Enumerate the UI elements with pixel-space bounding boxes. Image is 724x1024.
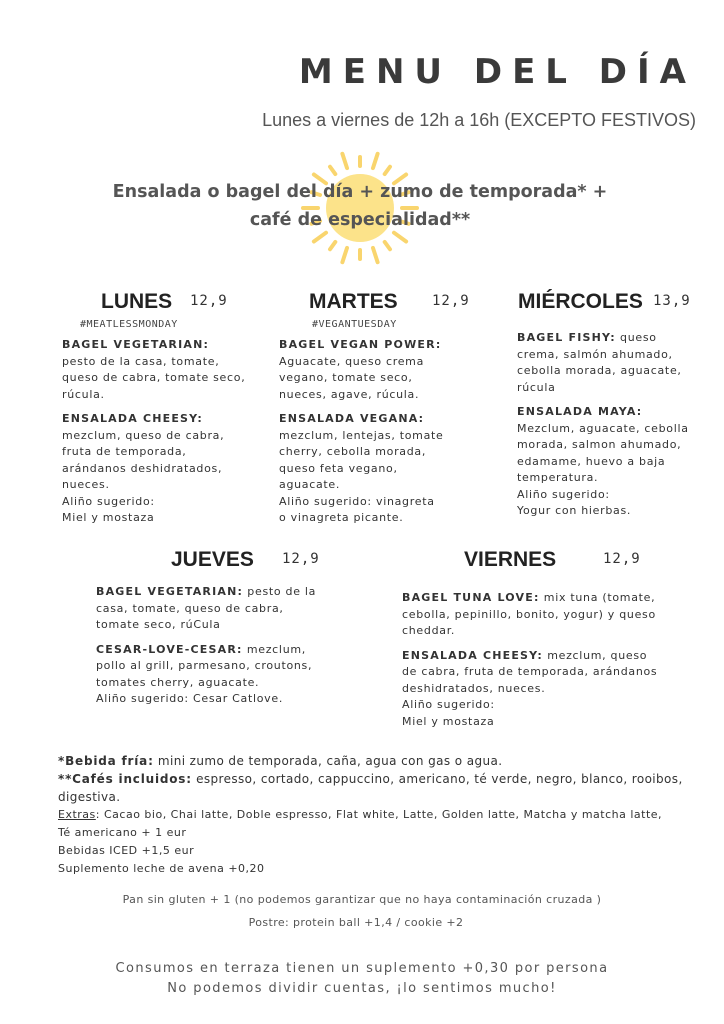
sun-ray (394, 233, 406, 242)
lunes-bagel-title: BAGEL VEGETARIAN: (62, 338, 210, 351)
sun-ray (314, 233, 326, 242)
lunes-dressing-label: Aliño sugerido: (62, 494, 155, 508)
extra-tea: Té americano + 1 eur (58, 826, 187, 839)
day-lunes-tag: #MEATLESSMONDAY (80, 319, 178, 330)
martes-bagel-desc: Aguacate, queso crema vegano, tomate seco, nueces, agave, rúcula. (279, 354, 425, 401)
day-jueves-price: 12,9 (282, 551, 320, 567)
sun-ray (342, 248, 347, 262)
day-viernes-menu (402, 590, 664, 738)
miercoles-salad-title: ENSALADA MAYA: (517, 405, 643, 418)
sun-ray (385, 242, 390, 249)
bottom-notes (0, 959, 724, 999)
miercoles-bagel-desc: queso crema, salmón ahumado, cebolla morada, aguacate, rúcula (517, 331, 682, 394)
page-title: MENU DEL DÍA (298, 52, 696, 92)
sun-ray (342, 154, 347, 168)
sun-ray (385, 167, 390, 174)
extras-text: : Cacao bio, Chai latte, Doble espresso, Flat white, Latte, Golden latte, Matcha y matcha latte, (95, 808, 663, 821)
day-lunes-title: LUNES (101, 290, 173, 313)
day-lunes-price: 12,9 (190, 293, 228, 309)
viernes-bagel-title: BAGEL TUNA LOVE: (402, 591, 540, 604)
martes-dressing-label: Aliño sugerido: vinagreta (279, 494, 435, 508)
coffee-text: espresso, cortado, cappuccino, americano, té verde, negro, blanco, rooibos, digestiva. (58, 772, 683, 804)
jueves-bagel-title: BAGEL VEGETARIAN: (96, 585, 244, 598)
jueves-salad-desc: mezclum, pollo al grill, parmesano, croutons, tomates cherry, aguacate. (96, 642, 313, 689)
dessert-note: Postre: protein ball +1,4 / cookie +2 (248, 916, 464, 929)
martes-bagel-title: BAGEL VEGAN POWER: (279, 338, 442, 351)
sun-ray (373, 154, 378, 168)
miercoles-bagel-title: BAGEL FISHY: (517, 331, 616, 344)
miercoles-dressing-label: Aliño sugerido: (517, 487, 610, 501)
day-miercoles-title: MIÉRCOLES (518, 290, 643, 313)
day-martes-price: 12,9 (432, 293, 470, 309)
day-lunes-menu (62, 337, 247, 535)
day-martes-tag: #VEGANTUESDAY (312, 319, 397, 330)
promo-line-1: Ensalada o bagel del día + zumo de temporada* + (112, 182, 608, 202)
day-viernes-title: VIERNES (464, 548, 557, 571)
viernes-dressing: Miel y mostaza (402, 714, 495, 728)
lunes-salad-title: ENSALADA CHEESY: (62, 412, 203, 425)
viernes-bagel-desc: mix tuna (tomate, cebolla, pepinillo, bonito, yogur) y queso cheddar. (402, 591, 656, 637)
lunes-dressing: Miel y mostaza (62, 511, 155, 524)
drink-label: *Bebida fría: (58, 754, 154, 768)
sun-ray (330, 167, 335, 174)
jueves-bagel-desc: pesto de la casa, tomate, queso de cabra, tomate seco, rúCula (96, 585, 317, 631)
martes-salad-desc: mezclum, lentejas, tomate cherry, cebolla morada, queso feta vegano, aguacate. (279, 428, 444, 491)
bills-note: No podemos dividir cuentas, ¡lo sentimos mucho! (167, 981, 557, 996)
extras-note (58, 806, 708, 824)
miercoles-dressing: Yogur con hierbas. (517, 504, 632, 517)
day-jueves-menu (96, 584, 318, 716)
extra-oat: Suplemento leche de avena +0,20 (58, 862, 265, 875)
lunes-salad-desc: mezclum, queso de cabra, fruta de temporada, arándanos deshidratados, nueces. (62, 428, 225, 491)
sun-ray (330, 242, 335, 249)
coffee-label: **Cafés incluidos: (58, 772, 192, 786)
gluten-note: Pan sin gluten + 1 (no podemos garantizar que no haya contaminación cruzada ) (122, 893, 602, 906)
miercoles-salad-desc: Mezclum, aguacate, cebolla morada, salmon ahumado, edamame, huevo a baja temperatura. (517, 421, 689, 484)
drink-note (58, 752, 708, 770)
sun-ray (373, 248, 378, 262)
jueves-salad-title: CESAR-LOVE-CESAR: (96, 642, 243, 656)
day-jueves-title: JUEVES (171, 548, 254, 571)
footnotes (58, 752, 708, 878)
drink-text: mini zumo de temporada, caña, agua con gas o agua. (157, 754, 503, 768)
martes-dressing: o vinagreta picante. (279, 511, 404, 524)
day-martes-title: MARTES (309, 290, 398, 313)
viernes-dressing-label: Aliño sugerido: (402, 698, 495, 711)
day-viernes-price: 12,9 (603, 551, 641, 567)
coffee-note (58, 770, 708, 806)
terrace-note: Consumos en terraza tienen un suplemento +0,30 por persona (115, 961, 609, 976)
promo-line-2: café de especialidad** (249, 210, 471, 230)
lunes-bagel-desc: pesto de la casa, tomate, queso de cabra, tomate seco, rúcula. (62, 354, 246, 401)
day-martes-menu (279, 337, 457, 535)
viernes-salad-title: ENSALADA CHEESY: (402, 648, 543, 662)
extras-label: Extras (58, 808, 96, 821)
extra-iced: Bebidas ICED +1,5 eur (58, 844, 195, 857)
page-subtitle: Lunes a viernes de 12h a 16h (EXCEPTO FESTIVOS) (262, 110, 696, 130)
jueves-dressing: Aliño sugerido: Cesar Catlove. (96, 692, 284, 705)
day-miercoles-menu (517, 330, 702, 528)
viernes-salad-desc: mezclum, queso de cabra, fruta de temporada, arándanos deshidratados, nueces. (402, 648, 658, 695)
martes-salad-title: ENSALADA VEGANA: (279, 412, 425, 425)
promo-text (60, 178, 660, 234)
day-miercoles-price: 13,9 (653, 293, 691, 309)
